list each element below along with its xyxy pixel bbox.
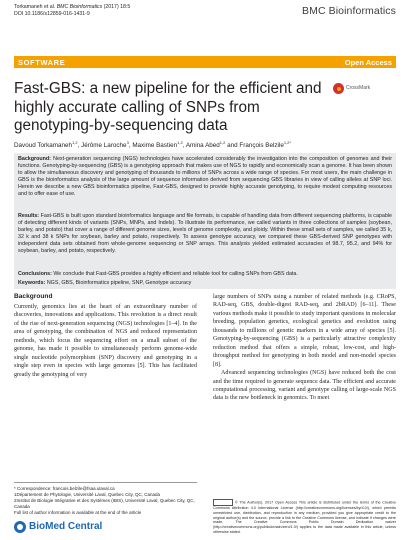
author[interactable]: François Belzile$^{1,2*}$ xyxy=(239,140,291,150)
body-column-right xyxy=(213,293,396,403)
abstract-conclusions: Conclusions: We conclude that Fast-GBS provides a highly efficient and reliable tool for calling SNPs from GBS data. xyxy=(18,271,298,277)
section-banner xyxy=(14,56,396,68)
abstract-box xyxy=(14,153,396,289)
author[interactable]: Maxime Bastien$^{1,2}$ xyxy=(132,140,183,150)
cc-license-icon xyxy=(213,499,233,506)
affiliation: 1Département de Phytologie, Université Laval, Quebec City, QC, Canada xyxy=(14,492,160,497)
doi-line[interactable]: DOI 10.1186/s12859-016-1431-9 xyxy=(14,11,90,17)
abstract-results: Results: Fast-GBS is built upon standard bioinformatics language and file formats, is capable of handling data from different sequencing platforms, is capable of detecting different kinds of variants (SNPs, MNPs, and Indels). To illustrate its performance, we called variants in three collections of samples (soybean, barley, and potato) that cover a range of different genome sizes, levels of genome complexity, and ploidy. Within these small sets of samples, we called 35 k, 32 k and 38 k SNPs for soybean, barley and potato, respectively. To assess genotype accuracy, we compared these GBS-derived SNP genotypes with independent data sets obtained from whole-genome sequencing or SNP arrays. This analysis yielded estimated accuracies of 98.7, 95.2, and 94% for soybean, barley, and potato, respectively. xyxy=(18,213,392,254)
footnote-divider xyxy=(14,482,197,483)
citation-header xyxy=(14,4,130,18)
correspondence[interactable]: * Correspondence: francois.belzile@fsaa.ulaval.ca xyxy=(14,486,115,491)
paragraph: Advanced sequencing technologies (NGS) have reduced both the cost and the time required to generate sequence data. The efficient and accurate computational processing, variant and genotype calling of large-scale NGS data is the new bottleneck in genomics. To meet xyxy=(213,370,396,402)
open-access-label: Open Access xyxy=(344,57,392,67)
logo-text: BioMed Central xyxy=(29,521,103,532)
bmc-logo-icon xyxy=(14,521,26,533)
footnotes xyxy=(14,486,197,516)
article-title: Fast-GBS: a new pipeline for the efficient and highly accurate calling of SNPs from genotyping-by-sequencing data xyxy=(14,80,322,134)
citation-line: Torkamaneh et al. BMC Bioinformatics (2017) 18:5 xyxy=(14,4,131,10)
affiliation: 2Institut de Biologie Intégrative et des Systèmes (IBIS), Université Laval, Quebec City, QC, Canada xyxy=(14,498,195,509)
citation-journal: BMC Bioinformatics xyxy=(56,4,103,10)
author-info-note: Full list of author information is available at the end of the article xyxy=(14,510,142,515)
biomed-central-logo[interactable] xyxy=(14,520,104,536)
journal-name: BMC Bioinformatics xyxy=(302,5,396,17)
paragraph: large numbers of SNPs using a number of related methods (e.g. CRoPS, RAD-seq, GBS, double-digest RAD-seq, and 2bRAD) [6–11]. These various methods make it possible to study important questions in molecular breeding, population genetics, ecological genetics and evolution using thousands to millions of genetic markers in a wide array of species [5]. Genotyping-by-sequencing (GBS) is a particularly attractive complexity reduction method that offers a simple, robust, low-cost, and high-throughput method for genotyping in both model and non-model species [8]. xyxy=(213,294,396,368)
abstract-background: Background: Next-generation sequencing (NGS) technologies have accelerated considerably the investigation into the composition of genomes and their functions. Genotyping-by-sequencing (GBS) is a genotyping approach that makes use of NGS to rapidly and economically scan a genome. It has been shown to allow the simultaneous discovery and genotyping of thousands to millions of SNPs across a wide range of species. For most users, the main challenge in GBS is the bioinformatics analysis of the large amount of sequence information derived from sequencing GBS libraries in view of calling alleles at SNP loci. Herein we describe a new GBS bioinformatics pipeline, Fast-GBS, designed to provide highly accurate genotyping, to require modest computing resources and to offer ease of use. xyxy=(18,156,392,197)
author-list: Davoud Torkamaneh$^{1,2}$, Jérôme Laroche$^3$, Maxime Bastien$^{1,2}$, Amina Abed$^{1,2}$ and François Belzile$^{1,2*}$ xyxy=(14,140,291,150)
crossmark-icon xyxy=(333,83,344,94)
author[interactable]: Jérôme Laroche$^3$ xyxy=(81,140,129,150)
author[interactable]: Amina Abed$^{1,2}$ xyxy=(185,140,226,150)
crossmark-badge[interactable] xyxy=(333,82,395,96)
author[interactable]: Davoud Torkamaneh$^{1,2}$ xyxy=(14,140,78,150)
section-label: SOFTWARE xyxy=(18,57,66,67)
abstract-keywords: Keywords: NGS, GBS, Bioinformatics pipeline, SNP, Genotype accuracy xyxy=(18,280,192,286)
crossmark-label: CrossMark xyxy=(346,85,371,91)
section-heading: Background xyxy=(14,293,53,300)
license-text: © The Author(s). 2017 Open Access This article is distributed under the terms of the Creative Commons Attribution 4.0 International License (http://creativecommons.org/licenses/by/4.0/), which permits unrestricted use, distribution, and reproduction in any medium, provided you give appropriate credit to the original author(s) and the source, provide a link to the Creative Commons license, and indicate if changes were made. The Creative Commons Public Domain Dedication waiver (http://creativecommons.org/publicdomain/zero/1.0/) applies to the data made available in this article, unless otherwise stated. xyxy=(213,500,396,534)
body-column-left: Currently, genomics lies at the heart of an extraordinary number of discoveries, innovations and applications. This revolution is a direct result of the rise of next-generation sequencing (NGS) technologies [1–4]. In the area of genotyping, the combination of NGS and reduced representation methods, which focus the sequencing effort on a small subset of the genome, has made it possible to simultaneously perform genome-wide single nucleotide polymorphism (SNP) discovery and genotyping in a single step even in species with large genomes [5]. This has facilitated greatly the genotyping of very xyxy=(14,304,197,378)
